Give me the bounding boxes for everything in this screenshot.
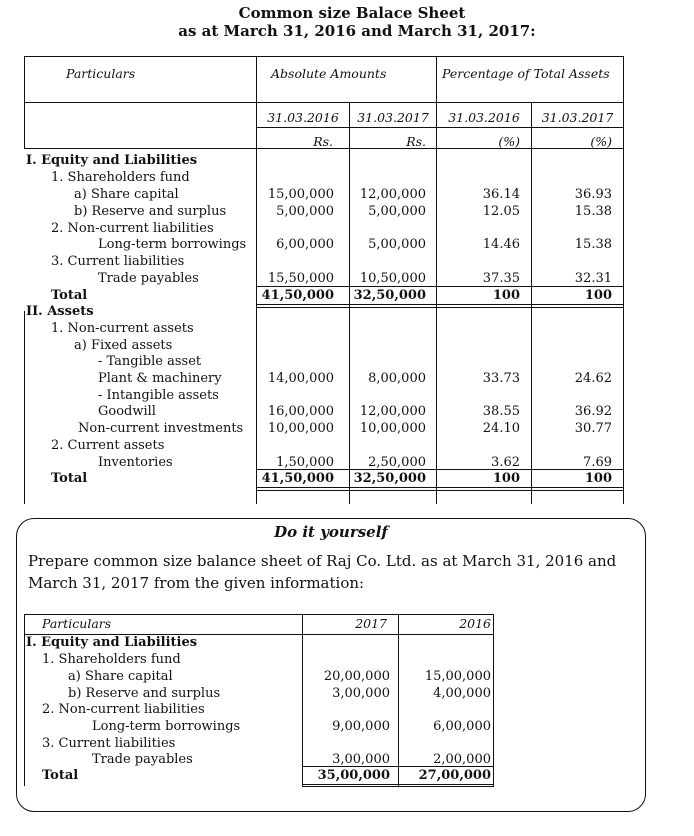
row-label: Goodwill [98, 404, 156, 419]
row-value: 24.10 [482, 421, 520, 436]
row-value: 8,00,000 [368, 371, 426, 386]
row-value: 12,00,000 [359, 187, 426, 202]
row-value: 38.55 [482, 404, 520, 419]
t2-row-value: 6,00,000 [433, 719, 491, 734]
total2-bottom-line [256, 487, 624, 488]
row-value: 10,00,000 [267, 421, 334, 436]
t2-row-value: 3,00,000 [332, 686, 390, 701]
t2-row-label: b) Reserve and surplus [68, 686, 221, 701]
t2-row-value: 3,00,000 [332, 752, 390, 767]
row-value: 12,00,000 [359, 404, 426, 419]
t2-row-label: a) Share capital [68, 669, 173, 684]
row-value: 10,00,000 [359, 421, 426, 436]
row-value: 7.69 [583, 455, 612, 470]
row-value: 14.46 [482, 237, 520, 252]
row-value: 12.05 [482, 204, 520, 219]
header-unit-1: Rs. [313, 134, 333, 149]
t2-border-left [24, 614, 25, 786]
table-border-top [24, 56, 624, 57]
row-value: 5,00,000 [276, 204, 334, 219]
header-date-1: 31.03.2016 [267, 110, 339, 125]
t2-row-value: 4,00,000 [433, 686, 491, 701]
t2-row-label: I. Equity and Liabilities [26, 635, 198, 650]
t2-row-label: Long-term borrowings [92, 719, 241, 734]
t2-total-value: 27,00,000 [418, 768, 491, 783]
t2-row-label: 1. Shareholders fund [42, 652, 181, 667]
row-value: 2,50,000 [368, 455, 426, 470]
row-value: 24.62 [574, 371, 612, 386]
row-value: 36.92 [574, 404, 612, 419]
row-value: 14,00,000 [267, 371, 334, 386]
total-value: 41,50,000 [261, 288, 334, 303]
row-value: 37.35 [482, 271, 520, 286]
t2-row-label: 3. Current liabilities [42, 736, 176, 751]
row-label: Inventories [98, 455, 173, 470]
table-border-right [623, 56, 624, 504]
header-unit-3: (%) [498, 134, 520, 149]
total-label: Total [51, 288, 88, 303]
t2-row-value: 9,00,000 [332, 719, 390, 734]
header-underline [24, 102, 624, 103]
row-label: 3. Current liabilities [51, 254, 185, 269]
total-value: 41,50,000 [261, 471, 334, 486]
t2-total-bottom-line2 [302, 786, 494, 787]
row-value: 6,00,000 [276, 237, 334, 252]
header-date-3: 31.03.2016 [448, 110, 520, 125]
total-value: 100 [492, 288, 520, 303]
t2-header-2016: 2016 [459, 616, 491, 631]
date-underline [256, 127, 624, 128]
row-label: 1. Non-current assets [51, 321, 194, 336]
do-it-yourself-title: Do it yourself [274, 523, 388, 541]
t2-row-value: 15,00,000 [424, 669, 491, 684]
row-value: 5,00,000 [368, 237, 426, 252]
t2-total-label: Total [42, 768, 79, 783]
t2-row-value: 20,00,000 [323, 669, 390, 684]
header-date-4: 31.03.2017 [541, 110, 614, 125]
page-title: Common size Balace Sheet [238, 4, 466, 22]
t2-row-label: Trade payables [92, 752, 193, 767]
total1-bottom-line [256, 304, 624, 305]
row-value: 36.93 [574, 187, 612, 202]
common-size-balance-sheet-table [24, 56, 624, 504]
row-label: 2. Current assets [51, 438, 165, 453]
total1-bottom-line2 [256, 307, 624, 308]
row-label: Trade payables [98, 271, 199, 286]
row-label: 1. Shareholders fund [51, 170, 190, 185]
row-value: 10,50,000 [359, 271, 426, 286]
row-value: 15.38 [574, 237, 612, 252]
raj-co-data-table [24, 614, 494, 786]
row-label: 2. Non-current liabilities [51, 221, 214, 236]
t2-border-top [24, 614, 494, 615]
header-particulars: Particulars [66, 66, 136, 81]
t2-row-value: 2,00,000 [433, 752, 491, 767]
t2-header-2017: 2017 [355, 616, 387, 631]
header-unit-2: Rs. [406, 134, 426, 149]
t2-total-bottom-line [302, 784, 494, 785]
header-unit-4: (%) [590, 134, 612, 149]
row-label: Non-current investments [78, 421, 244, 436]
row-value: 15,00,000 [267, 187, 334, 202]
row-value: 1,50,000 [276, 455, 334, 470]
row-label: b) Reserve and surplus [74, 204, 227, 219]
total-label: Total [51, 471, 88, 486]
t2-row-label: 2. Non-current liabilities [42, 702, 205, 717]
row-value: 15,50,000 [267, 271, 334, 286]
header-percentage: Percentage of Total Assets [442, 66, 610, 81]
t2-border-right [493, 614, 494, 786]
row-label: I. Equity and Liabilities [26, 153, 198, 168]
header-date-2: 31.03.2017 [357, 110, 429, 125]
row-label: a) Fixed assets [74, 338, 173, 353]
total-value: 32,50,000 [353, 288, 426, 303]
total-value: 32,50,000 [353, 471, 426, 486]
exercise-prompt: Prepare common size balance sheet of Raj Co. Ltd. as at March 31, 2016 and March 31, 2017 from the given information: [28, 552, 617, 592]
page-subtitle: as at March 31, 2016 and March 31, 2017: [178, 22, 536, 40]
row-value: 33.73 [482, 371, 520, 386]
row-label: Plant & machinery [98, 371, 222, 386]
row-value: 30.77 [574, 421, 612, 436]
total2-bottom-line2 [256, 490, 624, 491]
row-value: 36.14 [482, 187, 520, 202]
row-value: 5,00,000 [368, 204, 426, 219]
t2-header-particulars: Particulars [42, 616, 112, 631]
row-label: a) Share capital [74, 187, 179, 202]
total-value: 100 [584, 471, 612, 486]
header-absolute-amounts: Absolute Amounts [271, 66, 387, 81]
row-label: - Intangible assets [98, 388, 219, 403]
row-label: - Tangible asset [98, 354, 202, 369]
row-value: 32.31 [574, 271, 612, 286]
row-value: 16,00,000 [267, 404, 334, 419]
row-label: Long-term borrowings [98, 237, 247, 252]
table-border-left-lower [24, 311, 25, 504]
row-value: 15.38 [574, 204, 612, 219]
row-label: II. Assets [26, 304, 94, 319]
row-value: 3.62 [491, 455, 520, 470]
total-value: 100 [584, 288, 612, 303]
t2-total-value: 35,00,000 [317, 768, 390, 783]
total-value: 100 [492, 471, 520, 486]
